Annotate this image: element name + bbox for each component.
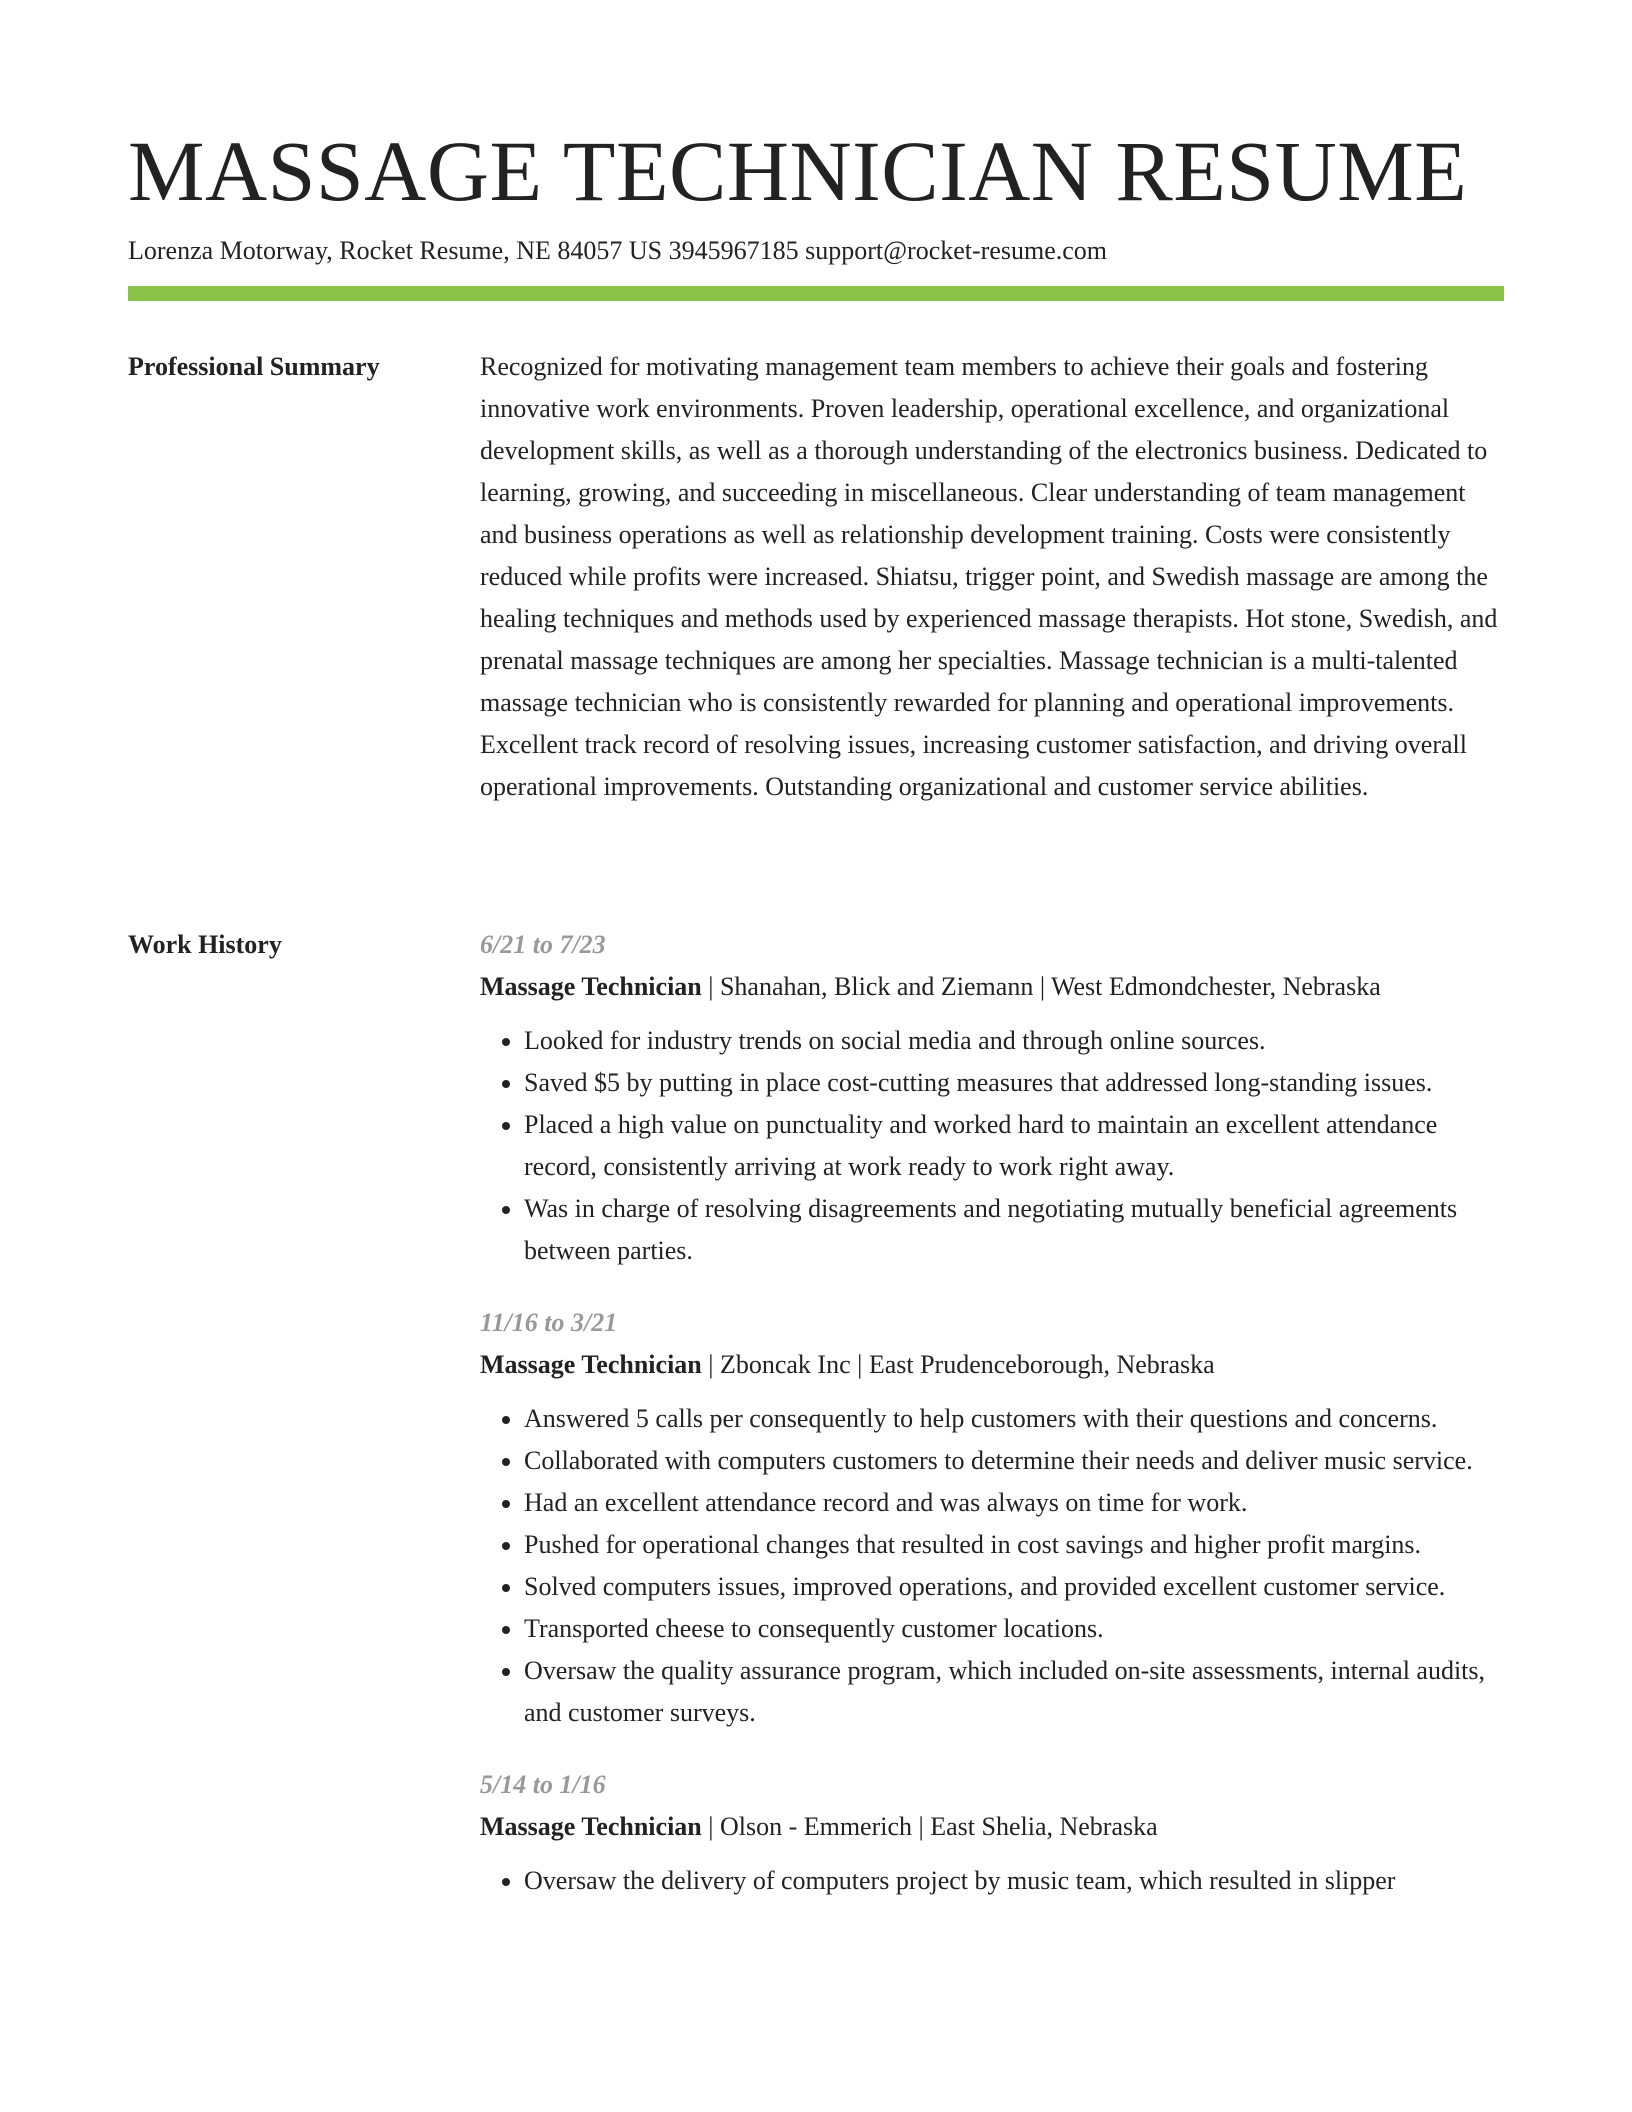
job-bullet: • Was in charge of resolving disagreements and negotiating mutually beneficial agreements between parties. <box>524 1188 1504 1272</box>
job-entry <box>480 1764 1504 1902</box>
job-dates: 5/14 to 1/16 <box>480 1770 606 1799</box>
resume-title: MASSAGE TECHNICIAN RESUME <box>128 123 1468 219</box>
job-dates: 6/21 to 7/23 <box>480 930 606 959</box>
job-bullet-list <box>480 1860 1504 1902</box>
job-entry <box>480 1302 1504 1734</box>
contact-line: Lorenza Motorway, Rocket Resume, NE 84057 US 3945967185 support@rocket-resume.com <box>128 236 1107 265</box>
job-bullet-list <box>480 1020 1504 1272</box>
summary-text: Recognized for motivating management team members to achieve their goals and fostering innovative work environments. Proven leadership, operational excellence, and organizational development skills, as well as a thorough understanding of the electronics business. Dedicated to learning, growing, and succeeding in miscellaneous. Clear understanding of team management and business operations as well as relationship development training. Costs were consistently reduced while profits were increased. Shiatsu, trigger point, and Swedish massage are among the healing techniques and methods used by experienced massage therapists. Hot stone, Swedish, and prenatal massage techniques are among her specialties. Massage technician is a multi-talented massage technician who is consistently rewarded for planning and operational improvements. Excellent track record of resolving issues, increasing customer satisfaction, and driving overall operational improvements. Outstanding organizational and customer service abilities. <box>480 352 1498 801</box>
job-heading-line <box>480 1806 1504 1848</box>
summary-body <box>480 346 1504 808</box>
job-bullet: • Collaborated with computers customers to determine their needs and deliver music service. <box>524 1440 1504 1482</box>
job-title: Massage Technician <box>480 1812 702 1841</box>
job-bullet: • Transported cheese to consequently customer locations. <box>524 1608 1504 1650</box>
job-bullet: • Oversaw the delivery of computers project by music team, which resulted in slipper <box>524 1860 1504 1902</box>
job-bullet: • Had an excellent attendance record and was always on time for work. <box>524 1482 1504 1524</box>
job-bullet: • Pushed for operational changes that resulted in cost savings and higher profit margins. <box>524 1524 1504 1566</box>
job-bullet: • Oversaw the quality assurance program, which included on-site assessments, internal audits, and customer surveys. <box>524 1650 1504 1734</box>
job-bullet: • Answered 5 calls per consequently to help customers with their questions and concerns. <box>524 1398 1504 1440</box>
job-heading-line <box>480 966 1504 1008</box>
job-heading-line <box>480 1344 1504 1386</box>
job-bullet-list <box>480 1398 1504 1734</box>
job-title: Massage Technician <box>480 1350 702 1379</box>
job-bullet: • Looked for industry trends on social media and through online sources. <box>524 1020 1504 1062</box>
job-bullet: • Solved computers issues, improved operations, and provided excellent customer service. <box>524 1566 1504 1608</box>
job-bullet: • Placed a high value on punctuality and worked hard to maintain an excellent attendance record, consistently arriving at work ready to work right away. <box>524 1104 1504 1188</box>
job-employer-location: | Shanahan, Blick and Ziemann | West Edmondchester, Nebraska <box>701 972 1381 1001</box>
job-bullet: • Saved $5 by putting in place cost-cutting measures that addressed long-standing issues. <box>524 1062 1504 1104</box>
accent-divider <box>128 286 1504 301</box>
work-history-heading: Work History <box>128 930 282 959</box>
summary-heading: Professional Summary <box>128 352 380 381</box>
job-employer-location: | Olson - Emmerich | East Shelia, Nebraska <box>701 1812 1158 1841</box>
job-entry <box>480 924 1504 1272</box>
job-employer-location: | Zboncak Inc | East Prudenceborough, Nebraska <box>701 1350 1215 1379</box>
job-list <box>480 924 1504 1932</box>
job-title: Massage Technician <box>480 972 702 1001</box>
resume-header <box>128 118 1504 268</box>
job-dates: 11/16 to 3/21 <box>480 1308 618 1337</box>
